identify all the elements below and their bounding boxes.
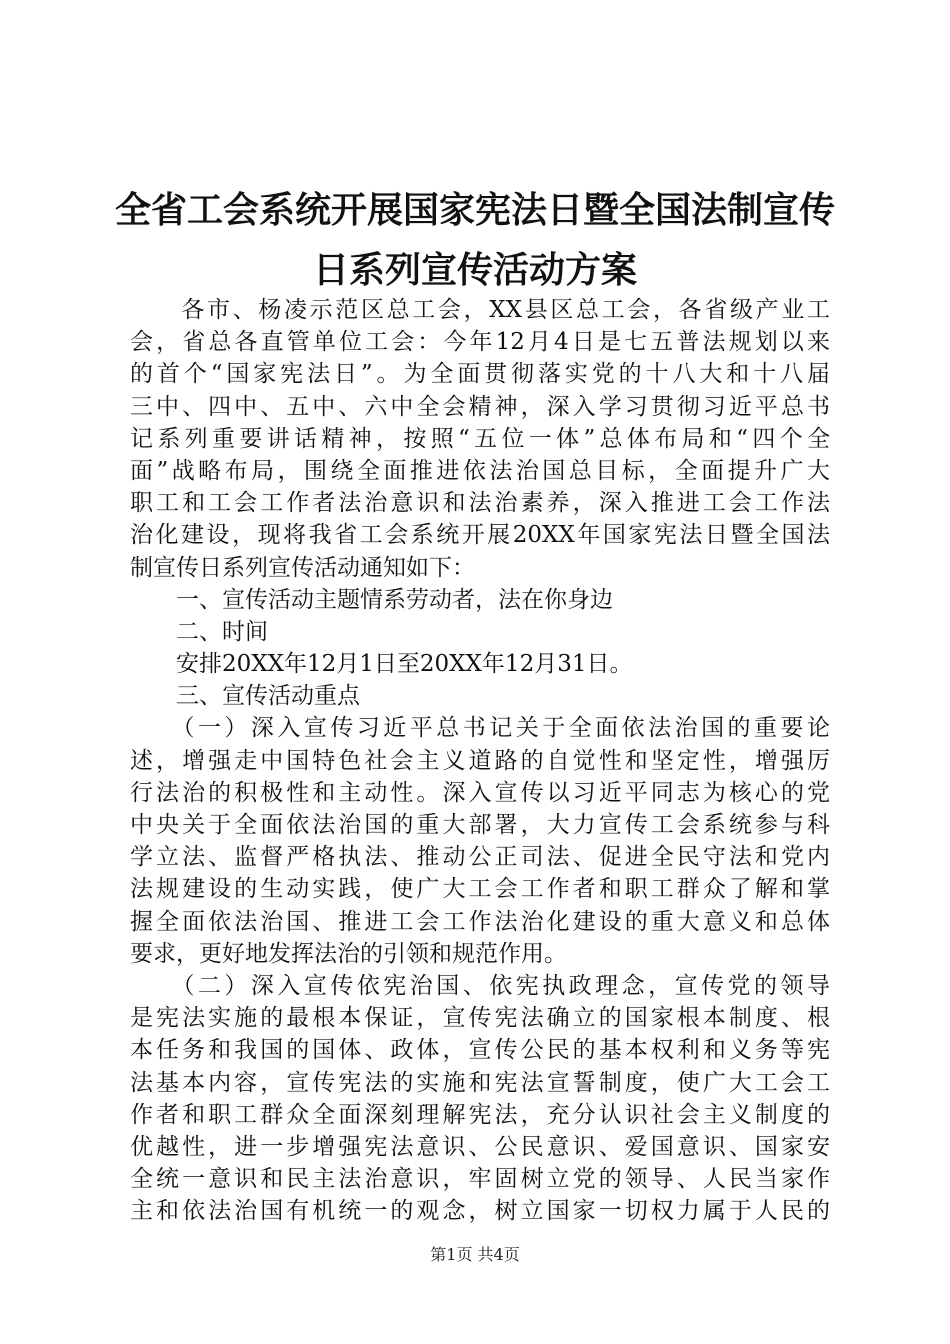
- body-line: 法基本内容，宣传宪法的实施和宪法宣誓制度，使广大工会工: [130, 1069, 830, 1096]
- document-title-line-1: 全省工会系统开展国家宪法日暨全国法制宣传: [114, 189, 835, 231]
- body-line: 法规建设的生动实践，使广大工会工作者和职工群众了解和掌: [130, 876, 830, 903]
- body-line: （一）深入宣传习近平总书记关于全面依法治国的重要论: [130, 715, 830, 742]
- body-line: 安排20XX年12月1日至20XX年12月31日。: [130, 651, 633, 678]
- body-line: 制宣传日系列宣传活动通知如下：: [130, 554, 475, 581]
- body-line: 是宪法实施的最根本保证，宣传宪法确立的国家根本制度、根: [130, 1005, 830, 1032]
- body-line: 治化建设，现将我省工会系统开展20XX年国家宪法日暨全国法: [130, 522, 830, 549]
- body-line: 本任务和我国的国体、政体，宣传公民的基本权利和义务等宪: [130, 1037, 830, 1064]
- body-line: 学立法、监督严格执法、推动公正司法、促进全民守法和党内: [130, 844, 830, 871]
- body-line: 职工和工会工作者法治意识和法治素养，深入推进工会工作法: [130, 490, 830, 517]
- body-line: （二）深入宣传依宪治国、依宪执政理念，宣传党的领导: [130, 972, 830, 999]
- body-line: 记系列重要讲话精神，按照“五位一体”总体布局和“四个全: [130, 425, 830, 452]
- document-title-line-2: 日系列宣传活动方案: [312, 249, 637, 291]
- body-line: 三中、四中、五中、六中全会精神，深入学习贯彻习近平总书: [130, 393, 830, 420]
- body-line: 一、宣传活动主题情系劳动者，法在你身边: [130, 586, 613, 613]
- body-line: 述，增强走中国特色社会主义道路的自觉性和坚定性，增强厉: [130, 747, 830, 774]
- body-line: 三、宣传活动重点: [130, 683, 360, 710]
- body-line: 主和依法治国有机统一的观念，树立国家一切权力属于人民的: [130, 1198, 830, 1225]
- body-line: 会，省总各直管单位工会：今年12月4日是七五普法规划以来: [130, 329, 830, 356]
- body-line: 行法治的积极性和主动性。深入宣传以习近平同志为核心的党: [130, 779, 830, 806]
- body-line: 的首个“国家宪法日”。为全面贯彻落实党的十八大和十八届: [130, 361, 830, 388]
- body-line: 全统一意识和民主法治意识，牢固树立党的领导、人民当家作: [130, 1166, 830, 1193]
- body-line: 要求，更好地发挥法治的引领和规范作用。: [130, 940, 567, 967]
- body-line: 中央关于全面依法治国的重大部署，大力宣传工会系统参与科: [130, 812, 830, 838]
- body-line: 握全面依法治国、推进工会工作法治化建设的重大意义和总体: [130, 908, 830, 935]
- body-line: 各市、杨凌示范区总工会，XX县区总工会，各省级产业工: [130, 297, 830, 323]
- body-line: 二、时间: [130, 618, 268, 645]
- page-footer: 第1页 共4页: [430, 1245, 520, 1264]
- document-body: [130, 294, 830, 1227]
- body-line: 面”战略布局，围绕全面推进依法治国总目标，全面提升广大: [130, 457, 830, 484]
- body-line: 作者和职工群众全面深刻理解宪法，充分认识社会主义制度的: [130, 1101, 830, 1128]
- body-line: 优越性，进一步增强宪法意识、公民意识、爱国意识、国家安: [130, 1133, 830, 1160]
